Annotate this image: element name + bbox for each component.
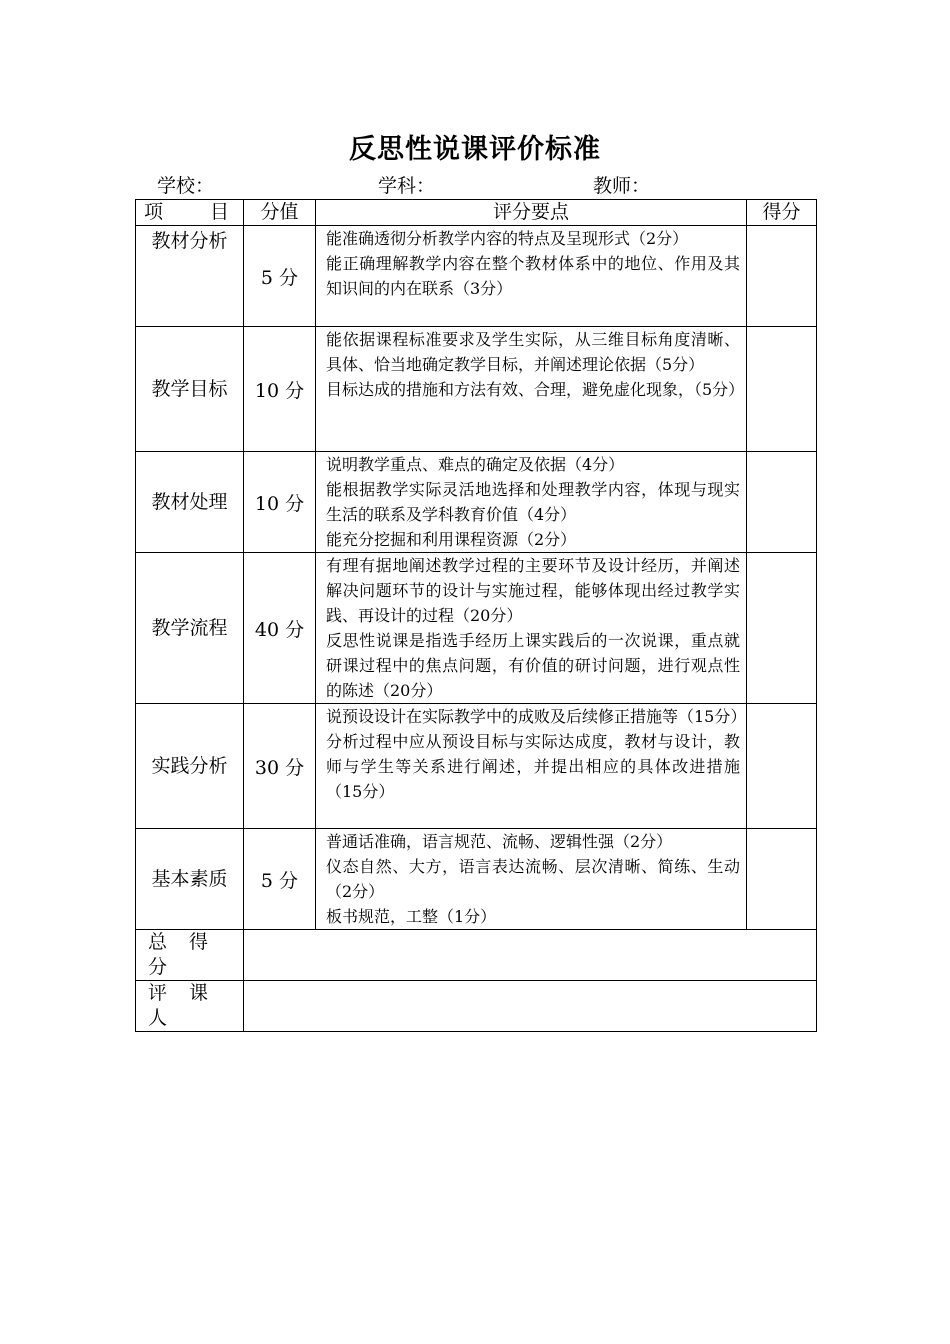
total-score-label: 总得分 bbox=[136, 930, 244, 981]
scoring-point: 能根据教学实际灵活地选择和处理教学内容，体现与现实生活的联系及学科教育价值（4分） bbox=[326, 480, 740, 524]
row-item: 基本素质 bbox=[136, 829, 244, 930]
scoring-point: 板书规范，工整（1分） bbox=[326, 907, 497, 926]
scoring-point: 分析过程中应从预设目标与实际达成度，教材与设计，教师与学生等关系进行阐述，并提出相应的具体改进措施（15分） bbox=[326, 732, 740, 801]
row-points bbox=[316, 226, 747, 327]
teacher-label: 教师： bbox=[593, 175, 651, 197]
row-item: 教材处理 bbox=[136, 452, 244, 553]
row-earned-cell[interactable] bbox=[747, 226, 817, 327]
row-earned-cell[interactable] bbox=[747, 829, 817, 930]
scoring-point: 有理有据地阐述教学过程的主要环节及设计经历，并阐述解决问题环节的设计与实施过程，能够体现出经过教学实践、再设计的过程（20分） bbox=[326, 556, 740, 625]
row-item: 教学流程 bbox=[136, 553, 244, 704]
row-score: 40 分 bbox=[244, 553, 316, 704]
table-row bbox=[136, 226, 817, 327]
row-earned-cell[interactable] bbox=[747, 553, 817, 704]
table-row bbox=[136, 327, 817, 452]
evaluator-label: 评课人 bbox=[136, 981, 244, 1032]
row-points bbox=[316, 553, 747, 704]
evaluator-row bbox=[136, 981, 817, 1032]
scoring-point: 说预设设计在实际教学中的成败及后续修正措施等（15分） bbox=[326, 707, 747, 726]
scoring-point: 能正确理解教学内容在整个教材体系中的地位、作用及其知识间的内在联系（3分） bbox=[326, 254, 740, 298]
evaluator-cell[interactable] bbox=[244, 981, 817, 1032]
scoring-point: 能准确透彻分析教学内容的特点及呈现形式（2分） bbox=[326, 229, 689, 248]
table-row bbox=[136, 704, 817, 829]
scoring-point: 普通话准确，语言规范、流畅、逻辑性强（2分） bbox=[326, 832, 673, 851]
total-score-cell[interactable] bbox=[244, 930, 817, 981]
row-points bbox=[316, 829, 747, 930]
header-score: 分值 bbox=[244, 200, 316, 226]
evaluation-table bbox=[135, 199, 817, 1032]
table-row bbox=[136, 829, 817, 930]
row-earned-cell[interactable] bbox=[747, 704, 817, 829]
row-score: 5 分 bbox=[244, 226, 316, 327]
row-points bbox=[316, 452, 747, 553]
scoring-point: 仪态自然、大方，语言表达流畅、层次清晰、简练、生动（2分） bbox=[326, 857, 740, 901]
scoring-point: 能依据课程标准要求及学生实际，从三维目标角度清晰、具体、恰当地确定教学目标，并阐述理论依据（5分） bbox=[326, 330, 740, 374]
row-score: 30 分 bbox=[244, 704, 316, 829]
row-item: 教学目标 bbox=[136, 327, 244, 452]
school-label: 学校： bbox=[157, 175, 215, 197]
scoring-point: 反思性说课是指选手经历上课实践后的一次说课，重点就研课过程中的焦点问题，有价值的研讨问题，进行观点性的陈述（20分） bbox=[326, 631, 740, 700]
scoring-point: 目标达成的措施和方法有效、合理，避免虚化现象，（5分） bbox=[326, 380, 745, 399]
page-title: 反思性说课评价标准 bbox=[349, 134, 601, 165]
header-earned: 得分 bbox=[747, 200, 817, 226]
table-row bbox=[136, 452, 817, 553]
scoring-point: 能充分挖掘和利用课程资源（2分） bbox=[326, 530, 577, 549]
table-row bbox=[136, 553, 817, 704]
row-points bbox=[316, 704, 747, 829]
header-item: 项 目 bbox=[136, 200, 244, 226]
row-earned-cell[interactable] bbox=[747, 452, 817, 553]
row-earned-cell[interactable] bbox=[747, 327, 817, 452]
scoring-point: 说明教学重点、难点的确定及依据（4分） bbox=[326, 455, 625, 474]
row-score: 5 分 bbox=[244, 829, 316, 930]
total-score-row bbox=[136, 930, 817, 981]
row-score: 10 分 bbox=[244, 452, 316, 553]
row-points bbox=[316, 327, 747, 452]
row-score: 10 分 bbox=[244, 327, 316, 452]
row-item: 实践分析 bbox=[136, 704, 244, 829]
header-points: 评分要点 bbox=[316, 200, 747, 226]
form-meta bbox=[135, 172, 815, 200]
table-header-row bbox=[136, 200, 817, 226]
row-item: 教材分析 bbox=[136, 226, 244, 327]
subject-label: 学科： bbox=[378, 175, 436, 197]
